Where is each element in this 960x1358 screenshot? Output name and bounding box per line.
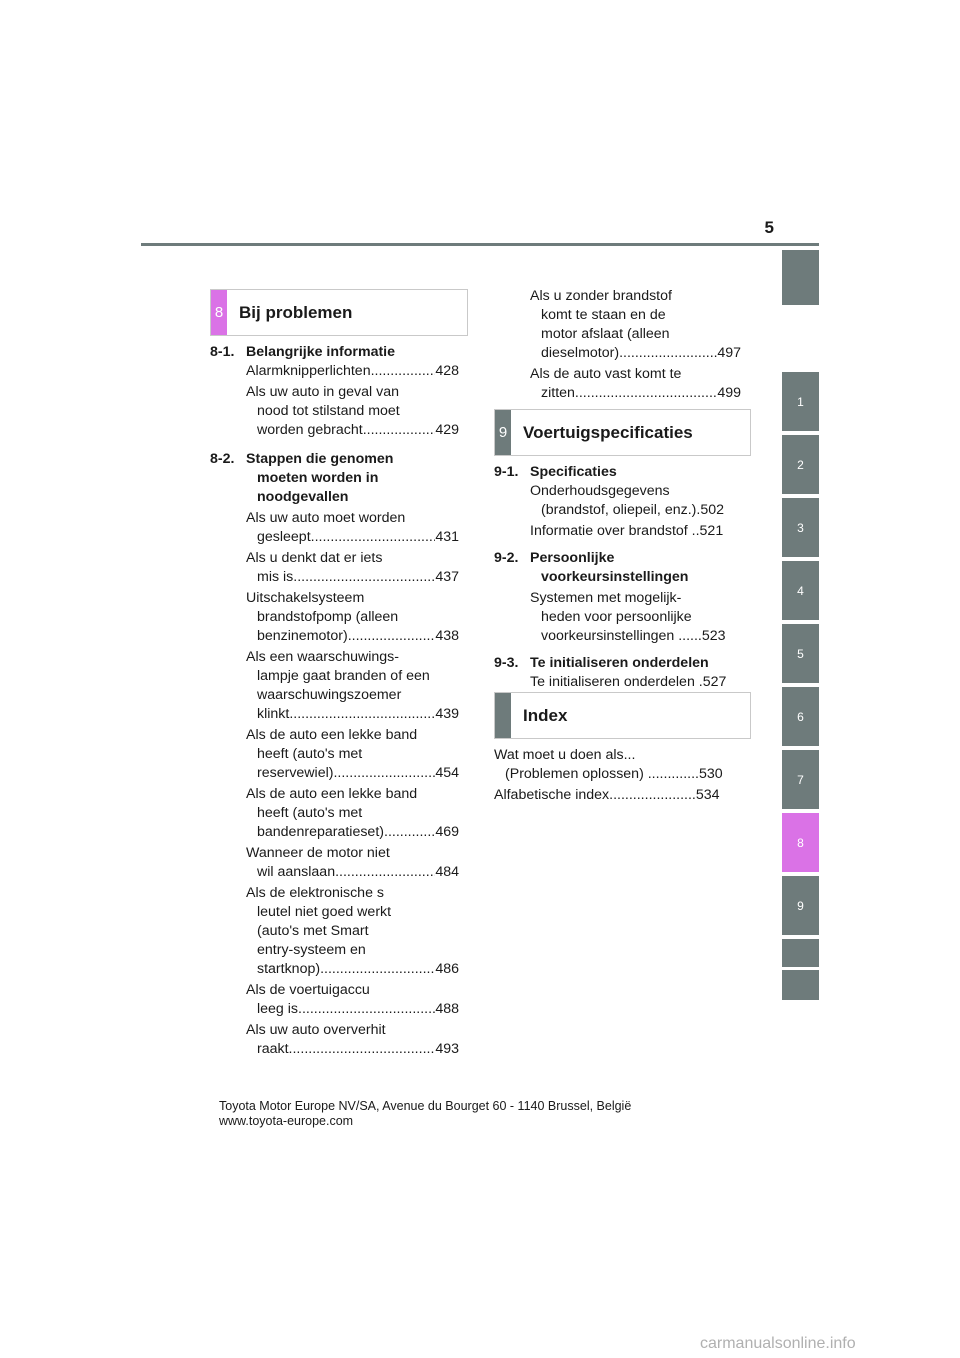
chapter-tab-4[interactable]: 4 <box>782 561 819 620</box>
section-title-index: Index <box>523 705 568 725</box>
toc-entry[interactable]: Als uw auto in geval van nood tot stilstand moet worden gebracht ..... 429 <box>246 383 459 440</box>
chapter-9-1: 9-1. Specificaties <box>494 464 617 480</box>
toc-entry[interactable]: Als de auto een lekke band heeft (auto's met reservewiel) ..... 454 <box>246 726 459 783</box>
chapter-tab-5[interactable]: 5 <box>782 624 819 683</box>
toc-entry[interactable]: Alfabetische index...................... 534 <box>494 787 720 803</box>
publisher-address: Toyota Motor Europe NV/SA, Avenue du Bourget 60 - 1140 Brussel, België <box>219 1099 632 1113</box>
toc-right-column-9 <box>494 463 741 692</box>
chapter-tab-3[interactable]: 3 <box>782 498 819 557</box>
toc-entry[interactable]: Uitschakelsysteem brandstofpomp (alleen benzinemotor) ..... 438 <box>246 589 459 646</box>
section-number-index <box>495 693 511 738</box>
toc-entry[interactable]: Systemen met mogelijk- heden voor persoonlijke voorkeursinstellingen ...... 523 <box>530 590 726 644</box>
publisher-website[interactable]: www.toyota-europe.com <box>219 1114 354 1128</box>
section-title-9: Voertuigspecificaties <box>523 422 693 442</box>
toc-entry[interactable]: Te initialiseren onderdelen . 527 <box>530 674 727 690</box>
toc-entry[interactable]: Informatie over brandstof .. 521 <box>530 523 724 539</box>
chapter-tab-blank-1[interactable] <box>782 939 819 967</box>
chapter-tab-blank-top[interactable] <box>782 250 819 305</box>
toc-entry[interactable]: Als de auto een lekke band heeft (auto's met bandenreparatieset) ..... 469 <box>246 785 459 842</box>
chapter-tab-9[interactable]: 9 <box>782 876 819 935</box>
toc-entry[interactable]: Als u zonder brandstof komt te staan en de motor afslaat (alleen dieselmotor) ..... 497 <box>530 287 741 363</box>
toc-index-column <box>494 746 741 805</box>
chapter-tab-blank-2[interactable] <box>782 970 819 1000</box>
toc-right-column <box>494 287 741 403</box>
toc-entry[interactable]: Als uw auto moet worden gesleept ..... 431 <box>246 509 459 547</box>
page-number: 5 <box>764 218 774 237</box>
section-header-9 <box>494 409 751 456</box>
toc-entry[interactable]: Alarmknipperlichten ..... 428 <box>246 362 459 381</box>
toc-entry[interactable]: Wanneer de motor niet wil aanslaan ..... 484 <box>246 844 459 882</box>
toc-entry[interactable]: Als de auto vast komt te zitten ..... 499 <box>530 365 741 403</box>
top-rule <box>141 243 819 246</box>
section-number-9: 9 <box>495 410 511 455</box>
chapter-tab-6[interactable]: 6 <box>782 687 819 746</box>
section-header-8 <box>210 289 468 336</box>
toc-entry[interactable]: Als de voertuigaccu leeg is ..... 488 <box>246 981 459 1019</box>
watermark: carmanualsonline.info <box>700 1335 856 1352</box>
toc-entry[interactable]: Onderhoudsgegevens (brandstof, oliepeil, enz.). 502 <box>530 483 724 518</box>
chapter-8-1: 8-1. Belangrijke informatie <box>210 344 396 360</box>
chapter-tab-1[interactable]: 1 <box>782 372 819 431</box>
toc-entry[interactable]: Als u denkt dat er iets mis is ..... 437 <box>246 549 459 587</box>
toc-entry[interactable]: Wat moet u doen als... (Problemen oplossen) ............. 530 <box>494 747 723 782</box>
toc-entry[interactable]: Als uw auto oververhit raakt ..... 493 <box>246 1021 459 1059</box>
section-number-8: 8 <box>211 290 227 335</box>
section-title-8: Bij problemen <box>239 302 353 322</box>
chapter-9-3: 9-3. Te initialiseren onderdelen <box>494 655 709 671</box>
chapter-tab-2[interactable]: 2 <box>782 435 819 494</box>
publisher-footer <box>219 1099 631 1129</box>
chapter-tab-8[interactable]: 8 <box>782 813 819 872</box>
toc-left-column <box>210 343 459 1059</box>
chapter-8-2: 8-2. Stappen die genomen moeten worden in noodgevallen <box>210 451 394 505</box>
toc-entry[interactable]: Als de elektronische s leutel niet goed werkt (auto's met Smart entry-systeem en startknop) ..... 486 <box>246 884 459 979</box>
chapter-tab-7[interactable]: 7 <box>782 750 819 809</box>
section-header-index <box>494 692 751 739</box>
toc-entry[interactable]: Als een waarschuwings- lampje gaat branden of een waarschuwingszoemer klinkt ..... 439 <box>246 648 459 724</box>
chapter-9-2: 9-2. Persoonlijke voorkeursinstellingen <box>494 550 689 585</box>
